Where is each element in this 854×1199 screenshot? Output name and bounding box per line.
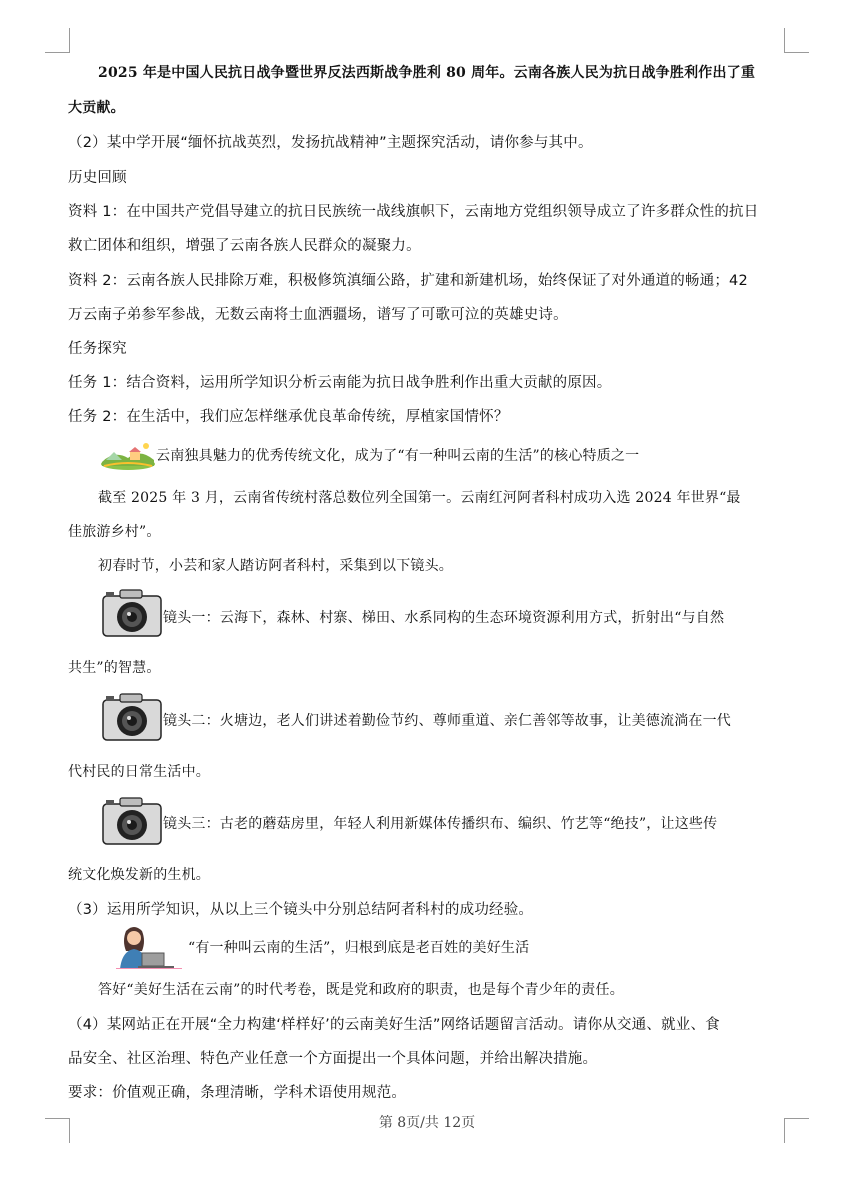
shot-3-line-2: 统文化焕发新的生机。 bbox=[68, 867, 210, 883]
intro-line-2: 大贡献。 bbox=[68, 100, 125, 116]
page-number: 第 8页/共 12页 bbox=[378, 1115, 476, 1131]
camera-icon bbox=[102, 692, 162, 742]
crop-mark-top-right bbox=[784, 28, 809, 53]
life-banner-text: “有一种叫云南的生活”，归根到底是老百姓的美好生活 bbox=[188, 940, 530, 956]
material-1-line-1: 资料 1：在中国共产党倡导建立的抗日民族统一战线旗帜下，云南地方党组织领导成立了许多群众性的抗日 bbox=[68, 204, 759, 220]
shot-3-line-1: 镜头三：古老的蘑菇房里，年轻人利用新媒体传播织布、编织、竹艺等“绝技”，让这些传 bbox=[163, 816, 718, 832]
task-heading: 任务探究 bbox=[68, 341, 127, 357]
question-4-requirement: 要求：价值观正确，条理清晰，学科术语使用规范。 bbox=[68, 1085, 407, 1101]
material-2-line-2: 万云南子弟参军参战，无数云南将士血洒疆场，谱写了可歌可泣的英雄史诗。 bbox=[68, 307, 568, 323]
material-1-line-2: 救亡团体和组织，增强了云南各族人民群众的凝聚力。 bbox=[68, 238, 421, 254]
question-3-stem: （3）运用所学知识，从以上三个镜头中分别总结阿者科村的成功经验。 bbox=[68, 902, 534, 918]
culture-paragraph-1-line-2: 佳旅游乡村”。 bbox=[68, 524, 161, 540]
culture-paragraph-2: 初春时节，小芸和家人踏访阿者科村，采集到以下镜头。 bbox=[98, 558, 453, 574]
landscape-icon bbox=[100, 440, 156, 470]
material-2-line-1: 资料 2：云南各族人民排除万难，积极修筑滇缅公路，扩建和新建机场，始终保证了对外通道的畅通；42 bbox=[68, 273, 748, 289]
task-2: 任务 2：在生活中，我们应怎样继承优良革命传统，厚植家国情怀？ bbox=[68, 409, 509, 425]
person-laptop-icon bbox=[116, 925, 182, 969]
shot-1-line-2: 共生”的智慧。 bbox=[68, 660, 161, 676]
question-4-stem-line-1: （4）某网站正在开展“全力构建‘样样好’的云南美好生活”网络话题留言活动。请你从交通、就业、食 bbox=[68, 1017, 720, 1033]
crop-mark-top-left bbox=[45, 28, 70, 53]
camera-icon bbox=[102, 796, 162, 846]
task-1: 任务 1：结合资料，运用所学知识分析云南能为抗日战争胜利作出重大贡献的原因。 bbox=[68, 375, 612, 391]
culture-banner-text: 云南独具魅力的优秀传统文化，成为了“有一种叫云南的生活”的核心特质之一 bbox=[156, 448, 640, 464]
shot-1-line-1: 镜头一：云海下，森林、村寨、梯田、水系同构的生态环境资源利用方式，折射出“与自然 bbox=[163, 610, 725, 626]
shot-2-line-2: 代村民的日常生活中。 bbox=[68, 764, 210, 780]
question-4-stem-line-2: 品安全、社区治理、特色产业任意一个方面提出一个具体问题，并给出解决措施。 bbox=[68, 1051, 598, 1067]
history-heading: 历史回顾 bbox=[68, 170, 127, 186]
culture-paragraph-1-line-1: 截至 2025 年 3 月，云南省传统村落总数位列全国第一。云南红河阿者科村成功入选 2024 年世界“最 bbox=[98, 490, 741, 506]
question-2-stem: （2）某中学开展“缅怀抗战英烈，发扬抗战精神”主题探究活动，请你参与其中。 bbox=[68, 135, 593, 151]
camera-icon bbox=[102, 588, 162, 638]
shot-2-line-1: 镜头二：火塘边，老人们讲述着勤俭节约、尊师重道、亲仁善邻等故事，让美德流淌在一代 bbox=[163, 713, 731, 729]
life-paragraph: 答好“美好生活在云南”的时代考卷，既是党和政府的职责，也是每个青少年的责任。 bbox=[98, 982, 624, 998]
intro-line-1: 2025 年是中国人民抗日战争暨世界反法西斯战争胜利 80 周年。云南各族人民为抗日战争胜利作出了重 bbox=[98, 65, 756, 81]
